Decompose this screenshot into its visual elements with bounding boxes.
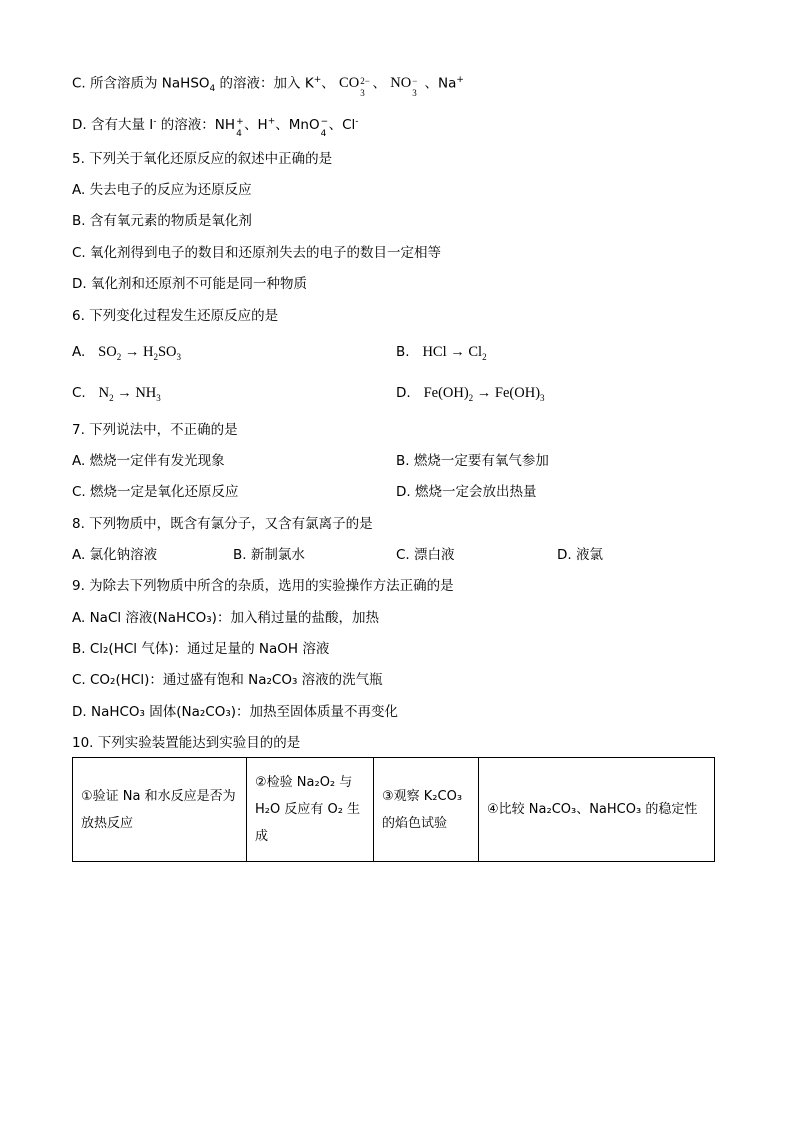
q7-option-d: D. 燃烧一定会放出热量 (396, 484, 537, 500)
q8-option-a: A. 氯化钠溶液 (72, 547, 158, 563)
q8-option-b: B. 新制氯水 (233, 547, 305, 563)
q6-option-d: D. $Fe(OH)_2 \to Fe(OH)_3$ (396, 385, 545, 403)
q4-option-d: D. 含有大量 I- 的溶液：NH + 4 、H+、MnO − 4 、Cl- (72, 116, 359, 139)
q9-option-a: A. NaCl 溶液(NaHCO₃)：加入稍过量的盐酸，加热 (72, 610, 379, 626)
q6-stem: 6. 下列变化过程发生还原反应的是 (72, 308, 279, 324)
q9-option-d: D. NaHCO₃ 固体(Na₂CO₃)：加热至固体质量不再变化 (72, 704, 399, 720)
q5-option-d: D. 氧化剂和还原剂不可能是同一种物质 (72, 276, 307, 292)
q9-option-c: C. CO₂(HCl)：通过盛有饱和 Na₂CO₃ 溶液的洗气瓶 (72, 672, 383, 688)
q7-option-b: B. 燃烧一定要有氧气参加 (396, 453, 549, 469)
q7-stem: 7. 下列说法中，不正确的是 (72, 422, 238, 438)
table-cell-4: ④比较 Na₂CO₃、NaHCO₃ 的稳定性 (479, 758, 715, 862)
q5-option-c: C. 氧化剂得到电子的数目和还原剂失去的电子的数目一定相等 (72, 245, 442, 261)
q5-option-a: A. 失去电子的反应为还原反应 (72, 182, 252, 198)
q5-stem: 5. 下列关于氧化还原反应的叙述中正确的是 (72, 151, 333, 167)
experiment-table (72, 757, 715, 862)
table-row (73, 758, 715, 862)
q7-option-a: A. 燃烧一定伴有发光现象 (72, 453, 225, 469)
q9-option-b: B. Cl₂(HCl 气体)：通过足量的 NaOH 溶液 (72, 641, 330, 657)
q6-option-c: C. $N_2 \to NH_3$ (72, 385, 161, 403)
q5-option-b: B. 含有氧元素的物质是氧化剂 (72, 213, 252, 229)
q6-option-b: B. HCl → $Cl_2$ (396, 344, 487, 362)
q8-option-c: C. 漂白液 (396, 547, 455, 563)
q7-option-c: C. 燃烧一定是氧化还原反应 (72, 484, 239, 500)
table-cell-2: ②检验 Na₂O₂ 与 H₂O 反应有 O₂ 生成 (247, 758, 374, 862)
table-cell-1: ①验证 Na 和水反应是否为放热反应 (73, 758, 247, 862)
q10-stem: 10. 下列实验装置能达到实验目的的是 (72, 735, 301, 751)
q9-stem: 9. 为除去下列物质中所含的杂质，选用的实验操作方法正确的是 (72, 578, 454, 594)
q8-option-d: D. 液氯 (557, 547, 603, 563)
q6-option-a: A. $SO_2 \to H_2SO_3$ (72, 344, 181, 362)
table-cell-3: ③观察 K₂CO₃ 的焰色试验 (374, 758, 479, 862)
q8-stem: 8. 下列物质中，既含有氯分子，又含有氯离子的是 (72, 516, 373, 532)
q4-option-c: C. 所含溶质为 NaHSO$_4$ 的溶液：加入 K+、 CO 2− 3 、 NO − 3 、Na+ (72, 74, 464, 98)
